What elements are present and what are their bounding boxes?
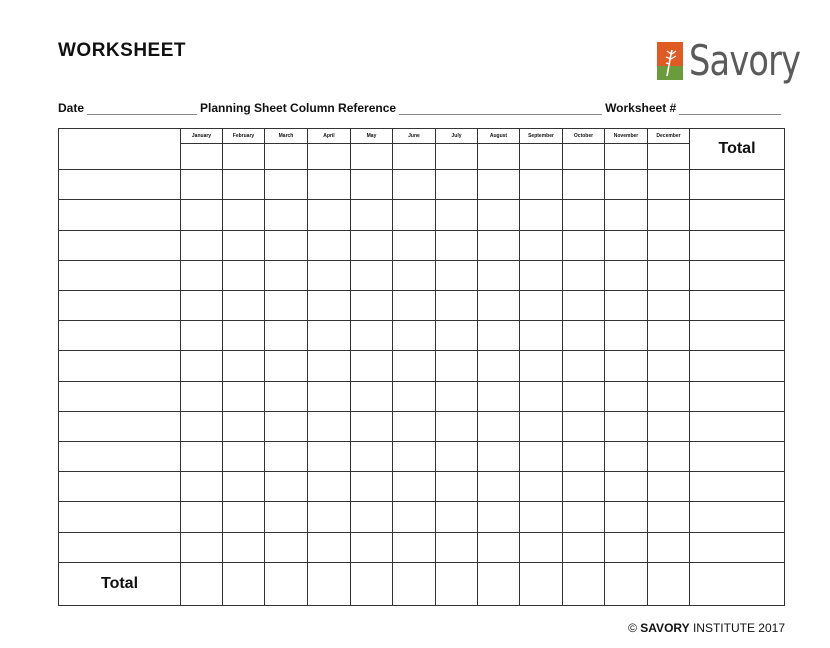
table-cell[interactable]	[520, 144, 563, 170]
table-cell[interactable]	[605, 260, 648, 290]
table-cell[interactable]	[436, 532, 478, 562]
total-cell[interactable]	[181, 562, 223, 605]
table-cell[interactable]	[59, 441, 181, 471]
table-cell[interactable]	[605, 502, 648, 532]
table-cell[interactable]	[436, 381, 478, 411]
table-cell[interactable]	[605, 351, 648, 381]
worksheet-number-label: Worksheet #	[605, 101, 677, 115]
table-cell[interactable]	[59, 260, 181, 290]
table-row	[59, 260, 785, 290]
total-cell[interactable]	[648, 562, 690, 605]
date-label: Date	[58, 101, 85, 115]
worksheet-number-field[interactable]	[679, 102, 781, 115]
table-cell[interactable]	[520, 441, 563, 471]
copyright-footer	[628, 621, 785, 635]
table-cell[interactable]	[393, 200, 436, 230]
table-cell[interactable]	[648, 381, 690, 411]
table-cell[interactable]	[520, 532, 563, 562]
table-cell[interactable]	[223, 260, 265, 290]
table-cell[interactable]	[648, 230, 690, 260]
month-header-row	[59, 129, 785, 144]
table-cell[interactable]	[265, 230, 308, 260]
table-cell[interactable]	[478, 411, 520, 441]
table-cell[interactable]	[181, 502, 223, 532]
table-cell[interactable]	[393, 441, 436, 471]
table-row	[59, 200, 785, 230]
month-header: January	[181, 129, 223, 144]
table-cell[interactable]	[265, 200, 308, 230]
table-cell[interactable]	[690, 532, 785, 562]
table-cell[interactable]	[648, 502, 690, 532]
table-cell[interactable]	[563, 441, 605, 471]
total-row-label: Total	[59, 562, 181, 605]
table-cell[interactable]	[648, 411, 690, 441]
table-cell[interactable]	[223, 411, 265, 441]
total-cell[interactable]	[265, 562, 308, 605]
savory-logo	[657, 36, 801, 90]
table-cell[interactable]	[436, 472, 478, 502]
table-cell[interactable]	[520, 170, 563, 200]
table-cell[interactable]	[436, 200, 478, 230]
table-cell[interactable]	[351, 351, 393, 381]
month-header: April	[308, 129, 351, 144]
table-row	[59, 351, 785, 381]
table-cell[interactable]	[265, 291, 308, 321]
table-cell[interactable]	[181, 381, 223, 411]
table-cell[interactable]	[690, 472, 785, 502]
table-cell[interactable]	[265, 441, 308, 471]
table-cell[interactable]	[563, 200, 605, 230]
table-row	[59, 321, 785, 351]
table-cell[interactable]	[265, 532, 308, 562]
table-cell[interactable]	[478, 321, 520, 351]
month-header: December	[648, 129, 690, 144]
table-cell[interactable]	[690, 321, 785, 351]
table-cell[interactable]	[223, 472, 265, 502]
table-cell[interactable]	[563, 230, 605, 260]
table-cell[interactable]	[181, 260, 223, 290]
table-cell[interactable]	[520, 260, 563, 290]
table-cell[interactable]	[436, 291, 478, 321]
table-cell[interactable]	[520, 472, 563, 502]
table-cell[interactable]	[223, 532, 265, 562]
table-row	[59, 441, 785, 471]
table-cell[interactable]	[436, 441, 478, 471]
table-cell[interactable]	[223, 230, 265, 260]
table-cell[interactable]	[520, 411, 563, 441]
table-cell[interactable]	[478, 532, 520, 562]
table-cell[interactable]	[223, 502, 265, 532]
total-row	[59, 562, 785, 605]
table-cell[interactable]	[223, 291, 265, 321]
table-cell[interactable]	[308, 321, 351, 351]
month-header: July	[436, 129, 478, 144]
table-cell[interactable]	[605, 321, 648, 351]
footer-brand: SAVORY	[640, 621, 690, 635]
table-cell[interactable]	[223, 321, 265, 351]
table-cell[interactable]	[223, 200, 265, 230]
table-cell[interactable]	[478, 260, 520, 290]
worksheet-fields	[58, 99, 784, 115]
table-cell[interactable]	[690, 230, 785, 260]
table-cell[interactable]	[59, 291, 181, 321]
table-cell[interactable]	[605, 200, 648, 230]
reference-label: Planning Sheet Column Reference	[200, 101, 397, 115]
table-cell[interactable]	[59, 532, 181, 562]
table-cell[interactable]	[520, 502, 563, 532]
table-cell[interactable]	[605, 144, 648, 170]
total-cell[interactable]	[351, 562, 393, 605]
table-cell[interactable]	[181, 321, 223, 351]
table-cell[interactable]	[393, 291, 436, 321]
table-cell[interactable]	[690, 291, 785, 321]
page-title: WORKSHEET	[58, 40, 186, 61]
table-cell[interactable]	[265, 411, 308, 441]
table-cell[interactable]	[690, 502, 785, 532]
table-cell[interactable]	[563, 321, 605, 351]
table-cell[interactable]	[181, 200, 223, 230]
table-cell[interactable]	[478, 170, 520, 200]
table-cell[interactable]	[59, 200, 181, 230]
month-header: May	[351, 129, 393, 144]
table-cell[interactable]	[605, 291, 648, 321]
total-cell[interactable]	[690, 562, 785, 605]
table-cell[interactable]	[563, 472, 605, 502]
month-header: October	[563, 129, 605, 144]
table-cell[interactable]	[223, 351, 265, 381]
table-cell[interactable]	[308, 260, 351, 290]
table-cell[interactable]	[605, 411, 648, 441]
table-cell[interactable]	[308, 200, 351, 230]
table-cell[interactable]	[265, 381, 308, 411]
table-cell[interactable]	[563, 260, 605, 290]
table-cell[interactable]	[351, 230, 393, 260]
table-cell[interactable]	[223, 441, 265, 471]
month-header: March	[265, 129, 308, 144]
table-cell[interactable]	[181, 230, 223, 260]
table-cell[interactable]	[308, 381, 351, 411]
table-cell[interactable]	[563, 291, 605, 321]
table-cell[interactable]	[605, 230, 648, 260]
table-cell[interactable]	[648, 472, 690, 502]
table-cell[interactable]	[308, 411, 351, 441]
table-cell[interactable]	[520, 200, 563, 230]
table-cell[interactable]	[478, 291, 520, 321]
table-cell[interactable]	[478, 200, 520, 230]
table-cell[interactable]	[520, 351, 563, 381]
table-cell[interactable]	[351, 260, 393, 290]
table-cell[interactable]	[351, 441, 393, 471]
table-cell[interactable]	[351, 144, 393, 170]
table-cell[interactable]	[563, 144, 605, 170]
table-cell[interactable]	[690, 260, 785, 290]
table-cell[interactable]	[351, 170, 393, 200]
month-header: February	[223, 129, 265, 144]
table-row	[59, 411, 785, 441]
table-cell[interactable]	[308, 351, 351, 381]
table-cell[interactable]	[393, 144, 436, 170]
month-header: June	[393, 129, 436, 144]
table-cell[interactable]	[520, 230, 563, 260]
table-cell[interactable]	[563, 351, 605, 381]
table-cell[interactable]	[436, 411, 478, 441]
table-cell[interactable]	[690, 170, 785, 200]
table-cell[interactable]	[393, 170, 436, 200]
table-cell[interactable]	[265, 502, 308, 532]
total-cell[interactable]	[563, 562, 605, 605]
table-cell[interactable]	[308, 502, 351, 532]
table-cell[interactable]	[59, 321, 181, 351]
reference-field[interactable]	[399, 102, 602, 115]
table-cell[interactable]	[181, 441, 223, 471]
table-cell[interactable]	[351, 291, 393, 321]
table-cell[interactable]	[436, 502, 478, 532]
table-cell[interactable]	[265, 260, 308, 290]
footer-suffix: INSTITUTE 2017	[692, 621, 785, 635]
savory-leaf-icon	[657, 42, 683, 80]
table-cell[interactable]	[308, 230, 351, 260]
table-cell[interactable]	[59, 502, 181, 532]
total-cell[interactable]	[436, 562, 478, 605]
table-cell[interactable]	[351, 472, 393, 502]
table-cell[interactable]	[265, 144, 308, 170]
table-cell[interactable]	[478, 502, 520, 532]
table-cell[interactable]	[520, 381, 563, 411]
table-cell[interactable]	[605, 441, 648, 471]
table-cell[interactable]	[648, 291, 690, 321]
table-cell[interactable]	[605, 532, 648, 562]
table-row	[59, 472, 785, 502]
table-cell[interactable]	[690, 441, 785, 471]
table-cell[interactable]	[563, 170, 605, 200]
table-cell[interactable]	[393, 321, 436, 351]
table-cell[interactable]	[393, 260, 436, 290]
table-cell[interactable]	[393, 532, 436, 562]
total-cell[interactable]	[520, 562, 563, 605]
table-cell[interactable]	[181, 170, 223, 200]
table-cell[interactable]	[436, 144, 478, 170]
table-cell[interactable]	[181, 411, 223, 441]
table-cell[interactable]	[520, 321, 563, 351]
table-cell[interactable]	[181, 351, 223, 381]
table-cell[interactable]	[605, 381, 648, 411]
table-cell[interactable]	[308, 472, 351, 502]
table-cell[interactable]	[648, 260, 690, 290]
table-cell[interactable]	[690, 381, 785, 411]
table-cell[interactable]	[393, 351, 436, 381]
table-cell[interactable]	[690, 351, 785, 381]
table-cell[interactable]	[648, 441, 690, 471]
table-cell[interactable]	[265, 321, 308, 351]
table-cell[interactable]	[59, 230, 181, 260]
table-cell[interactable]	[478, 472, 520, 502]
table-cell[interactable]	[393, 230, 436, 260]
total-cell[interactable]	[223, 562, 265, 605]
table-cell[interactable]	[308, 532, 351, 562]
table-cell[interactable]	[351, 381, 393, 411]
total-column-header: Total	[690, 129, 785, 170]
table-cell[interactable]	[351, 200, 393, 230]
table-cell[interactable]	[478, 230, 520, 260]
month-header: September	[520, 129, 563, 144]
table-cell[interactable]	[265, 351, 308, 381]
table-cell[interactable]	[393, 502, 436, 532]
table-row	[59, 381, 785, 411]
table-cell[interactable]	[648, 170, 690, 200]
table-cell[interactable]	[436, 170, 478, 200]
table-cell[interactable]	[223, 144, 265, 170]
table-cell[interactable]	[648, 532, 690, 562]
table-row	[59, 170, 785, 200]
copyright-symbol: ©	[628, 621, 637, 635]
table-cell[interactable]	[648, 351, 690, 381]
table-cell[interactable]	[181, 532, 223, 562]
table-row	[59, 502, 785, 532]
table-cell[interactable]	[393, 411, 436, 441]
table-cell[interactable]	[393, 381, 436, 411]
table-row	[59, 230, 785, 260]
month-header: August	[478, 129, 520, 144]
table-cell[interactable]	[265, 472, 308, 502]
table-cell[interactable]	[563, 411, 605, 441]
table-cell[interactable]	[223, 381, 265, 411]
table-cell[interactable]	[59, 170, 181, 200]
worksheet-table	[58, 128, 785, 606]
table-cell[interactable]	[520, 291, 563, 321]
table-cell[interactable]	[605, 170, 648, 200]
table-cell[interactable]	[59, 351, 181, 381]
table-cell[interactable]	[308, 144, 351, 170]
total-cell[interactable]	[393, 562, 436, 605]
table-cell[interactable]	[690, 200, 785, 230]
table-cell[interactable]	[59, 472, 181, 502]
table-cell[interactable]	[436, 260, 478, 290]
total-cell[interactable]	[478, 562, 520, 605]
table-cell[interactable]	[648, 321, 690, 351]
table-cell[interactable]	[351, 502, 393, 532]
table-cell[interactable]	[181, 291, 223, 321]
table-cell[interactable]	[308, 441, 351, 471]
table-cell[interactable]	[351, 532, 393, 562]
table-cell[interactable]	[181, 144, 223, 170]
table-cell[interactable]	[478, 441, 520, 471]
table-row	[59, 291, 785, 321]
table-cell[interactable]	[436, 321, 478, 351]
table-cell[interactable]	[59, 411, 181, 441]
table-cell[interactable]	[351, 321, 393, 351]
table-cell[interactable]	[563, 502, 605, 532]
table-cell[interactable]	[308, 291, 351, 321]
table-cell[interactable]	[351, 411, 393, 441]
table-cell[interactable]	[436, 351, 478, 381]
date-field[interactable]	[87, 102, 197, 115]
table-cell[interactable]	[265, 170, 308, 200]
table-cell[interactable]	[59, 381, 181, 411]
logo-wordmark: Savory	[689, 36, 801, 85]
table-row	[59, 532, 785, 562]
table-cell[interactable]	[563, 381, 605, 411]
table-cell[interactable]	[223, 170, 265, 200]
total-cell[interactable]	[308, 562, 351, 605]
table-cell[interactable]	[181, 472, 223, 502]
table-cell[interactable]	[478, 144, 520, 170]
table-cell[interactable]	[690, 411, 785, 441]
total-cell[interactable]	[605, 562, 648, 605]
month-header: November	[605, 129, 648, 144]
table-cell[interactable]	[605, 472, 648, 502]
table-cell[interactable]	[478, 351, 520, 381]
table-cell[interactable]	[478, 381, 520, 411]
table-cell[interactable]	[648, 144, 690, 170]
table-cell[interactable]	[563, 532, 605, 562]
table-cell[interactable]	[308, 170, 351, 200]
row-label-header	[59, 129, 181, 170]
table-cell[interactable]	[393, 472, 436, 502]
table-cell[interactable]	[436, 230, 478, 260]
table-cell[interactable]	[648, 200, 690, 230]
